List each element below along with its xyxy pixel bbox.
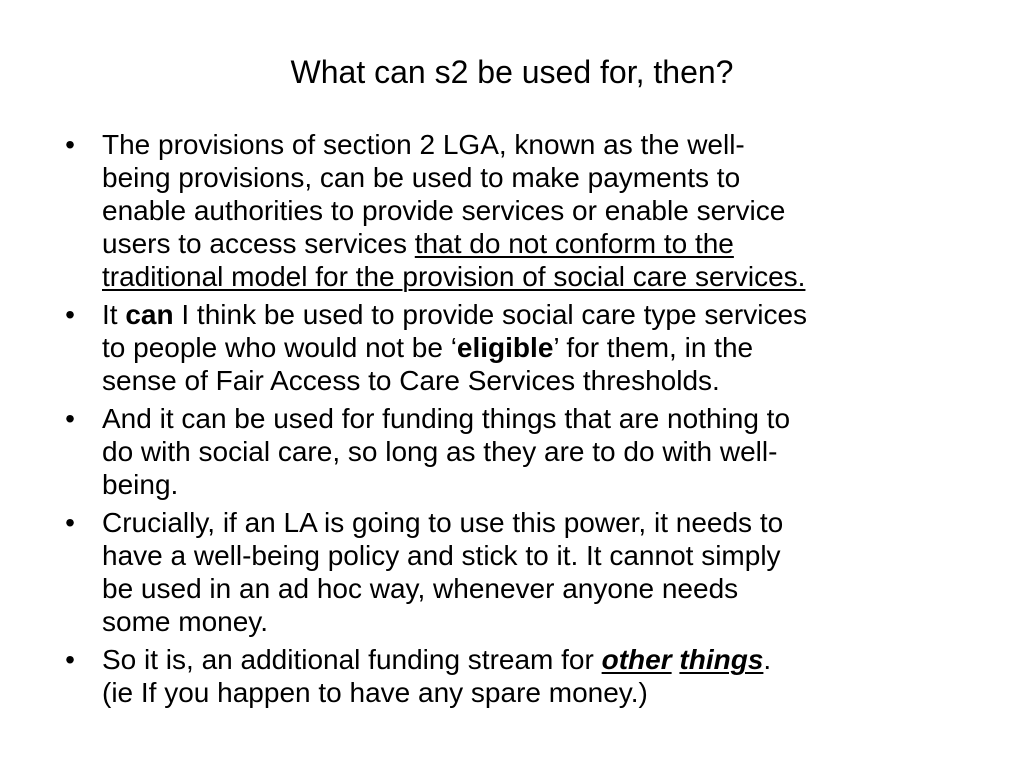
bullet-line: (ie If you happen to have any spare money.)	[102, 677, 648, 708]
text-run: to people who would not be ‘	[102, 332, 457, 363]
text-run: So it is, an additional funding stream for	[102, 644, 602, 675]
text-run: .	[763, 644, 772, 675]
bullet-line: being provisions, can be used to make payments to	[102, 162, 741, 193]
bullet-line: enable authorities to provide services or enable service	[102, 195, 786, 226]
bullet-icon: •	[65, 129, 75, 160]
bullet-line: have a well-being policy and stick to it. It cannot simply	[102, 540, 781, 571]
text-run: users to access services	[102, 228, 415, 259]
bullet-line: be used in an ad hoc way, whenever anyone needs	[102, 573, 739, 604]
bullet-icon: •	[65, 507, 75, 538]
bullet-icon: •	[65, 644, 75, 675]
bullet-list	[65, 128, 982, 709]
bullet-icon: •	[65, 403, 75, 434]
bullet-item	[65, 643, 982, 709]
text-run: ’ for them, in the	[553, 332, 754, 363]
underlined-text: traditional model for the provision of social care services.	[102, 261, 806, 292]
bullet-line	[102, 227, 982, 260]
bullet-item	[65, 506, 982, 638]
text-run: I think be used to provide social care type services	[173, 299, 808, 330]
bullet-item	[65, 402, 982, 501]
bullet-line: some money.	[102, 606, 268, 637]
text-run: It	[102, 299, 126, 330]
bullet-item	[65, 298, 982, 397]
bullet-line: do with social care, so long as they are to do with well-	[102, 436, 778, 467]
bullet-line: The provisions of section 2 LGA, known as the well-	[102, 129, 745, 160]
bullet-icon: •	[65, 299, 75, 330]
underlined-text: that do not conform to the	[414, 228, 734, 259]
bullet-item	[65, 128, 982, 293]
emphasized-text: other	[601, 644, 672, 675]
bullet-line	[102, 331, 982, 364]
bullet-line: And it can be used for funding things that are nothing to	[102, 403, 791, 434]
bold-text: eligible	[456, 332, 554, 363]
slide-title: What can s2 be used for, then?	[290, 54, 734, 90]
bold-text: can	[125, 299, 174, 330]
bullet-line: Crucially, if an LA is going to use this power, it needs to	[102, 507, 784, 538]
bullet-line: sense of Fair Access to Care Services thresholds.	[102, 365, 720, 396]
bullet-line: being.	[102, 469, 179, 500]
emphasized-text: things	[679, 644, 764, 675]
bullet-line	[102, 298, 982, 331]
bullet-line	[102, 643, 982, 676]
